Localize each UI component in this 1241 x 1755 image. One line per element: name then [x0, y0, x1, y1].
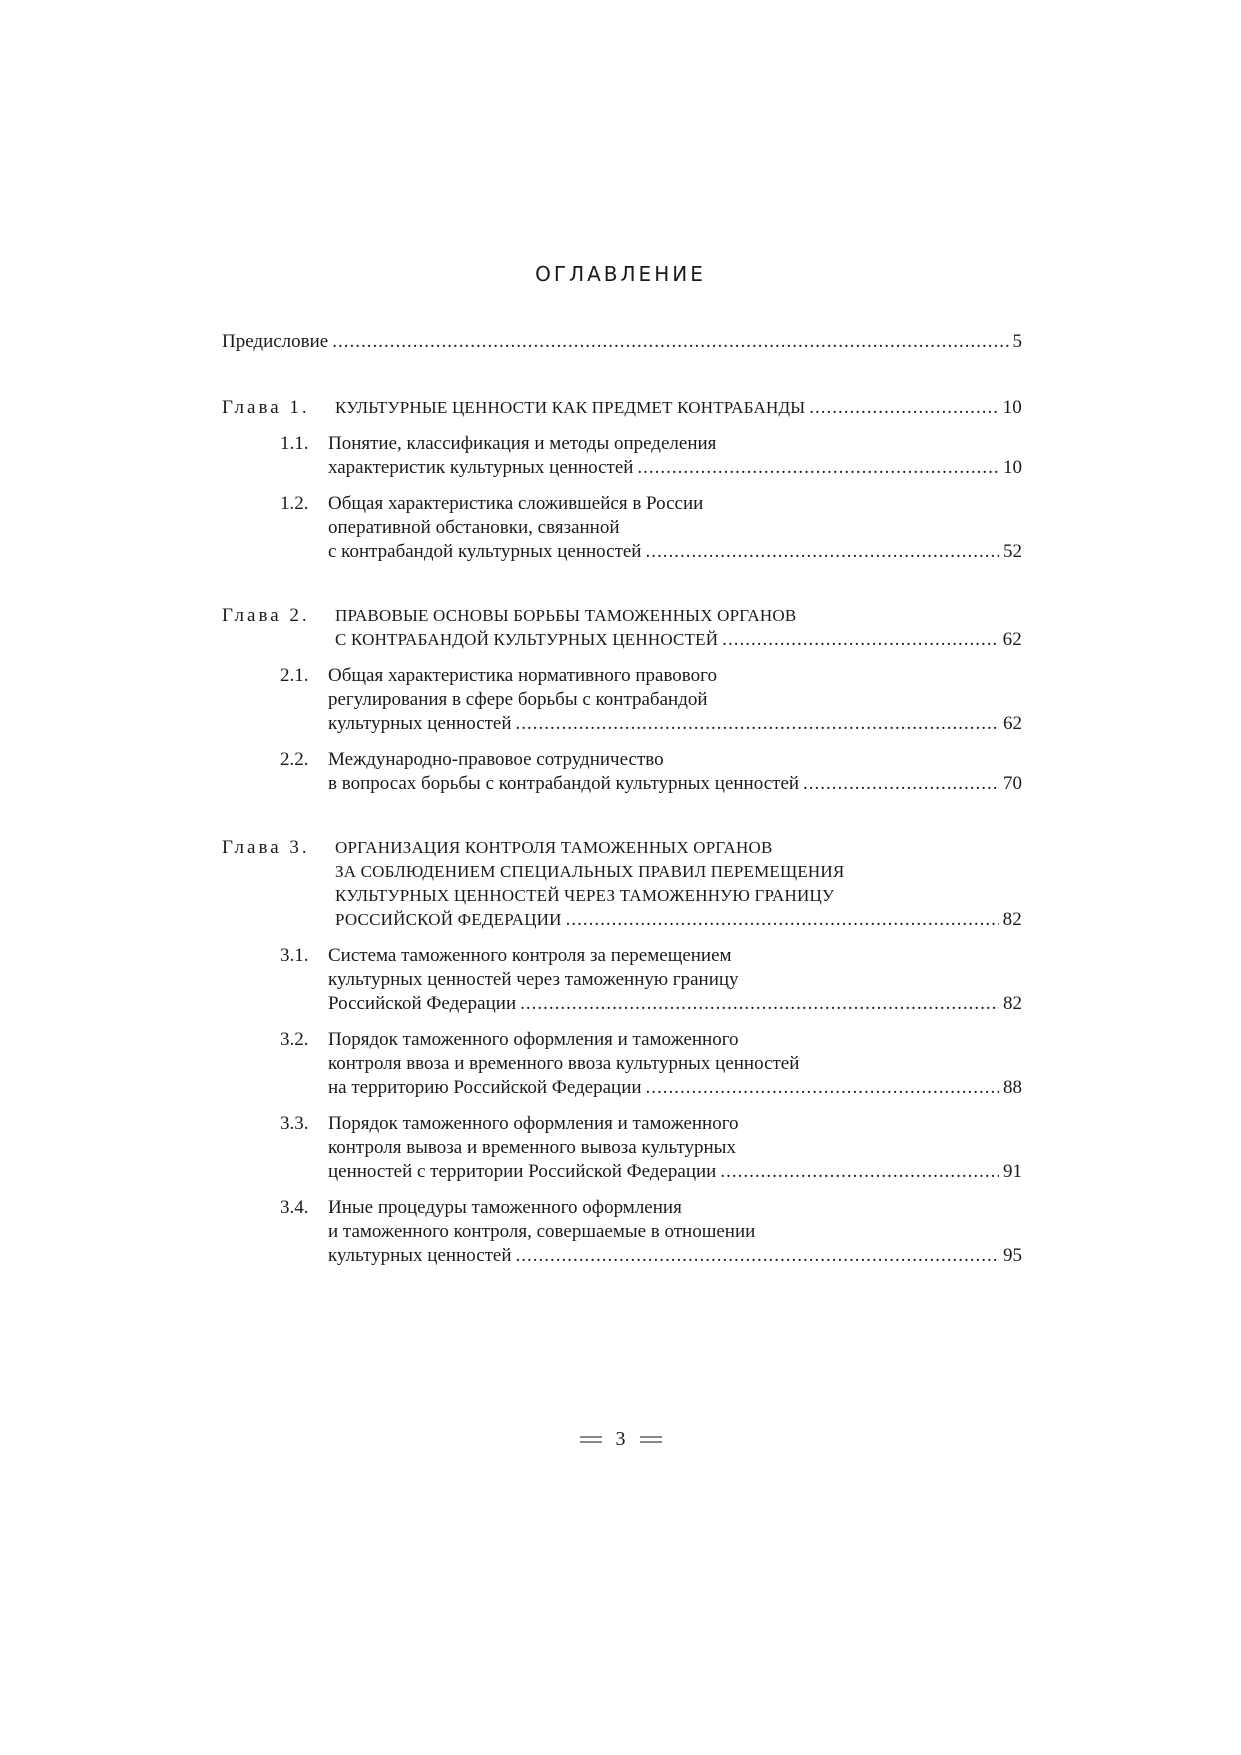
toc-entry-line: контроля ввоза и временного ввоза культурных ценностей — [328, 1053, 800, 1074]
toc-entry-line: С КОНТРАБАНДОЙ КУЛЬТУРНЫХ ЦЕННОСТЕЙ — [335, 630, 719, 649]
toc-entry-line: и таможенного контроля, совершаемые в отношении — [328, 1221, 756, 1242]
dot-leader — [520, 992, 999, 1016]
toc-entry-label: 3.4. — [280, 1197, 309, 1218]
toc-entry-line: Общая характеристика нормативного правового — [328, 665, 717, 686]
toc-entry-line: с контрабандой культурных ценностей — [328, 541, 642, 562]
toc-entry-line: РОССИЙСКОЙ ФЕДЕРАЦИИ — [335, 910, 562, 929]
toc-chapter-1[interactable] — [222, 396, 1022, 420]
toc-section-1-2[interactable] — [222, 492, 1022, 564]
dot-leader — [566, 908, 999, 932]
dot-leader — [516, 712, 999, 736]
toc-section-3-2[interactable] — [222, 1028, 1022, 1100]
toc-entry-line: ценностей с территории Российской Федерации — [328, 1161, 717, 1182]
toc-entry-label: Глава 2. — [222, 605, 310, 626]
toc-entry-line: Иные процедуры таможенного оформления — [328, 1197, 682, 1218]
toc-section-2-1[interactable] — [222, 664, 1022, 736]
toc-page-number: 70 — [1003, 773, 1022, 794]
toc-entry-label: 3.1. — [280, 945, 309, 966]
toc-page-number: 62 — [1003, 713, 1022, 734]
toc-page-number: 91 — [1003, 1161, 1022, 1182]
toc-entry-label: 2.1. — [280, 665, 309, 686]
toc-page-number: 5 — [1012, 331, 1022, 352]
toc-entry-line: Общая характеристика сложившейся в России — [328, 493, 704, 514]
toc-page-number: 62 — [1002, 629, 1022, 650]
toc-page-number: 82 — [1002, 909, 1022, 930]
toc-page-number: 52 — [1003, 541, 1022, 562]
dot-leader — [722, 628, 998, 652]
dot-leader — [803, 772, 999, 796]
page-number: 3 — [615, 1428, 626, 1450]
toc-section-3-1[interactable] — [222, 944, 1022, 1016]
toc-page-number: 95 — [1003, 1245, 1022, 1266]
toc-chapter-3[interactable] — [222, 836, 1022, 932]
toc-entry-label: 3.3. — [280, 1113, 309, 1134]
dot-leader — [646, 1076, 999, 1100]
toc-entry-label: Глава 3. — [222, 837, 310, 858]
toc-entry-label: 1.1. — [280, 433, 309, 454]
toc-entry-label: 1.2. — [280, 493, 309, 514]
toc-page-number: 10 — [1002, 397, 1022, 418]
folio-ornament-left — [580, 1436, 602, 1443]
toc-entry-line: характеристик культурных ценностей — [328, 457, 634, 478]
toc-entry-line: Система таможенного контроля за перемещением — [328, 945, 732, 966]
table-of-contents — [222, 330, 1022, 1268]
toc-entry-line: Понятие, классификация и методы определения — [328, 433, 717, 454]
toc-section-2-2[interactable] — [222, 748, 1022, 796]
toc-entry-text: Предисловие — [222, 331, 329, 352]
dot-leader — [645, 540, 999, 564]
toc-page-number: 88 — [1003, 1077, 1022, 1098]
toc-entry-line: ЗА СОБЛЮДЕНИЕМ СПЕЦИАЛЬНЫХ ПРАВИЛ ПЕРЕМЕЩЕНИЯ — [335, 862, 845, 881]
toc-entry-line: Российской Федерации — [328, 993, 517, 1014]
toc-entry-line: ОРГАНИЗАЦИЯ КОНТРОЛЯ ТАМОЖЕННЫХ ОРГАНОВ — [335, 838, 773, 857]
dot-leader — [332, 330, 1008, 354]
toc-section-1-1[interactable] — [222, 432, 1022, 480]
dot-leader — [637, 456, 999, 480]
toc-entry-preface[interactable] — [222, 330, 1022, 354]
toc-entry-line: Международно-правовое сотрудничество — [328, 749, 664, 770]
toc-entry-line: Порядок таможенного оформления и таможенного — [328, 1029, 739, 1050]
toc-entry-label: Глава 1. — [222, 397, 310, 418]
toc-entry-label: 3.2. — [280, 1029, 309, 1050]
toc-entry-line: регулирования в сфере борьбы с контрабандой — [328, 689, 708, 710]
toc-entry-line: ПРАВОВЫЕ ОСНОВЫ БОРЬБЫ ТАМОЖЕННЫХ ОРГАНОВ — [335, 606, 797, 625]
toc-entry-line: КУЛЬТУРНЫЕ ЦЕННОСТИ КАК ПРЕДМЕТ КОНТРАБАНДЫ — [335, 398, 806, 417]
toc-entry-line: в вопросах борьбы с контрабандой культурных ценностей — [328, 773, 800, 794]
toc-entry-line: Порядок таможенного оформления и таможенного — [328, 1113, 739, 1134]
toc-page-number: 82 — [1003, 993, 1022, 1014]
toc-entry-label: 2.2. — [280, 749, 309, 770]
folio-ornament-right — [640, 1436, 662, 1443]
toc-entry-line: культурных ценностей — [328, 713, 512, 734]
toc-entry-line: культурных ценностей — [328, 1245, 512, 1266]
toc-entry-line: контроля вывоза и временного вывоза культурных — [328, 1137, 736, 1158]
toc-section-3-4[interactable] — [222, 1196, 1022, 1268]
dot-leader — [720, 1160, 999, 1184]
page-folio — [0, 1428, 1241, 1451]
toc-entry-line: культурных ценностей через таможенную границу — [328, 969, 739, 990]
page-title: ОГЛАВЛЕНИЕ — [535, 262, 706, 286]
dot-leader — [809, 396, 998, 420]
toc-entry-line: на территорию Российской Федерации — [328, 1077, 642, 1098]
toc-chapter-2[interactable] — [222, 604, 1022, 652]
toc-entry-line: КУЛЬТУРНЫХ ЦЕННОСТЕЙ ЧЕРЕЗ ТАМОЖЕННУЮ ГРАНИЦУ — [335, 886, 835, 905]
toc-entry-line: оперативной обстановки, связанной — [328, 517, 620, 538]
toc-page-number: 10 — [1003, 457, 1022, 478]
dot-leader — [516, 1244, 999, 1268]
toc-section-3-3[interactable] — [222, 1112, 1022, 1184]
